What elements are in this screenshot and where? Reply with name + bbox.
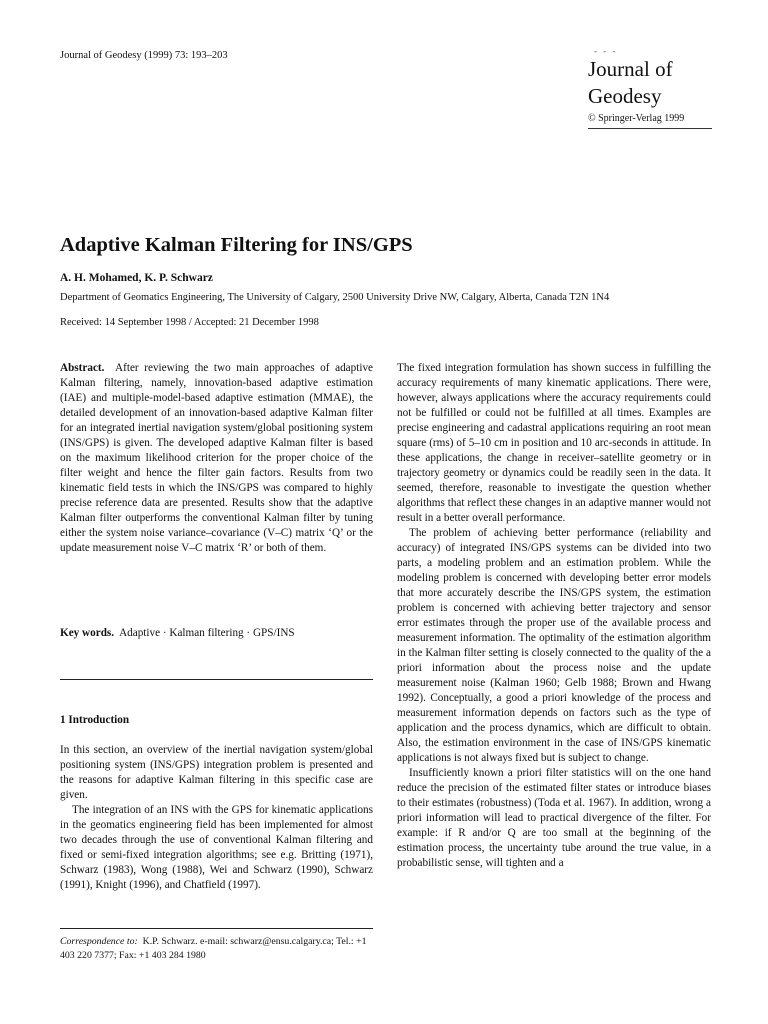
keywords-text: Adaptive · Kalman filtering · GPS/INS xyxy=(119,627,295,639)
journal-name xyxy=(588,56,673,110)
journal-name-line-2: Geodesy xyxy=(588,84,662,108)
section-heading-introduction: 1 Introduction xyxy=(60,714,130,726)
article-affiliation: Department of Geomatics Engineering, The University of Calgary, 2500 University Drive NW, Calgary, Alberta, Canada T2N 1N4 xyxy=(60,292,610,303)
section-divider xyxy=(60,679,373,680)
right-paragraph-2: The problem of achieving better performance (reliability and accuracy) of integrated INS/GPS systems can be divided into two parts, a modeling problem and an estimation problem. While the modeling problem is concerned with developing better error models that more accurately describe the INS/GPS system, the estimation problem is concerned with achieving better trajectory and sensor error estimates through the proper use of the available process and measurement information. The optimality of the estimation algorithm in the Kalman filter setting is closely connected to the quality of the a priori information about the process noise and the update measurement noise (Kalman 1960; Gelb 1988; Brown and Hwang 1992). Conceptually, a good a priori knowledge of the process and measurement information depends on factors such as the type of application and the process dynamics, which are difficult to obtain. Also, the estimation environment in the case of INS/GPS kinematic applications is not always fixed but is subject to change. xyxy=(397,527,711,764)
abstract-label: Abstract. xyxy=(60,362,105,374)
intro-paragraph-1: In this section, an overview of the inertial navigation system/global positioning system (INS/GPS) integration problem is presented and the reasons for adaptive Kalman filtering in this specific case are given. xyxy=(60,744,373,801)
keywords xyxy=(60,627,373,639)
abstract xyxy=(60,361,373,556)
journal-name-line-1: Journal of xyxy=(588,57,673,81)
copyright: © Springer-Verlag 1999 xyxy=(588,113,685,124)
right-paragraph-1: The fixed integration formulation has shown success in fulfilling the accuracy requirements of many kinematic applications. There were, however, always applications where the accuracy requirements could not be fulfilled or could not be fulfilled at all times. Examples are precise engineering and cadastral applications requiring an root mean square (rms) of 5–10 cm in position and 10 arc-seconds in attitude. In these applications, the change in receiver–satellite geometry or in trajectory geometry or dynamics could be readily seen in the data. It seemed, therefore, reasonable to investigate the question whether algorithms that reflect these changes in an adaptive manner would not result in a better overall performance. xyxy=(397,362,711,524)
article-dates: Received: 14 September 1998 / Accepted: 21 December 1998 xyxy=(60,317,319,328)
intro-paragraph-2: The integration of an INS with the GPS for kinematic applications in the geomatics engineering field has been implemented for almost two decades through the use of conventional Kalman filtering and fixed or semi-fixed integration algorithms; see e.g. Britting (1971), Schwarz (1983), Wong (1988), Wei and Schwarz (1990), Schwarz (1991), Knight (1996), and Chatfield (1997). xyxy=(60,804,373,891)
footnote-divider xyxy=(60,928,373,929)
journal-citation: Journal of Geodesy (1999) 73: 193–203 xyxy=(60,50,228,61)
footnote-label: Correspondence to: xyxy=(60,936,138,947)
article-title: Adaptive Kalman Filtering for INS/GPS xyxy=(60,234,413,256)
article-authors: A. H. Mohamed, K. P. Schwarz xyxy=(60,272,213,284)
right-column-body xyxy=(397,361,711,871)
footnote-text: K.P. Schwarz. e-mail: schwarz@ensu.calgary.ca; Tel.: +1 403 220 7377; Fax: +1 403 284 1980 xyxy=(60,936,367,961)
correspondence-footnote xyxy=(60,935,373,962)
introduction-body xyxy=(60,743,373,893)
keywords-label: Key words. xyxy=(60,627,115,639)
brand-ticks: ‐ ‐ ‐ xyxy=(594,46,618,56)
right-paragraph-3: Insufficiently known a priori filter statistics will on the one hand reduce the precision of the estimated filter states or introduce biases to their estimates (robustness) (Toda et al. 1967). In addition, wrong a priori information will lead to practical divergence of the filter. For example: if R and/or Q are too small at the beginning of the estimation process, the uncertainty tube around the true value, in a probabilistic sense, will tighten and a xyxy=(397,767,711,869)
abstract-text: After reviewing the two main approaches of adaptive Kalman filtering, namely, innovation-based adaptive estimation (IAE) and multiple-model-based adaptive estimation (MMAE), the detailed development of an innovation-based adaptive Kalman filter for an integrated inertial navigation system/global positioning system (INS/GPS) is given. The developed adaptive Kalman filter is based on the maximum likelihood criterion for the proper choice of the filter weight and hence the filter gain factors. Results from two kinematic field tests in which the INS/GPS was compared to highly precise reference data are presented. Results show that the adaptive Kalman filter outperforms the conventional Kalman filter by tuning either the system noise variance–covariance (V–C) matrix ‘Q’ or the update measurement noise V–C matrix ‘R’ or both of them. xyxy=(60,362,373,554)
brand-rule xyxy=(588,128,712,129)
